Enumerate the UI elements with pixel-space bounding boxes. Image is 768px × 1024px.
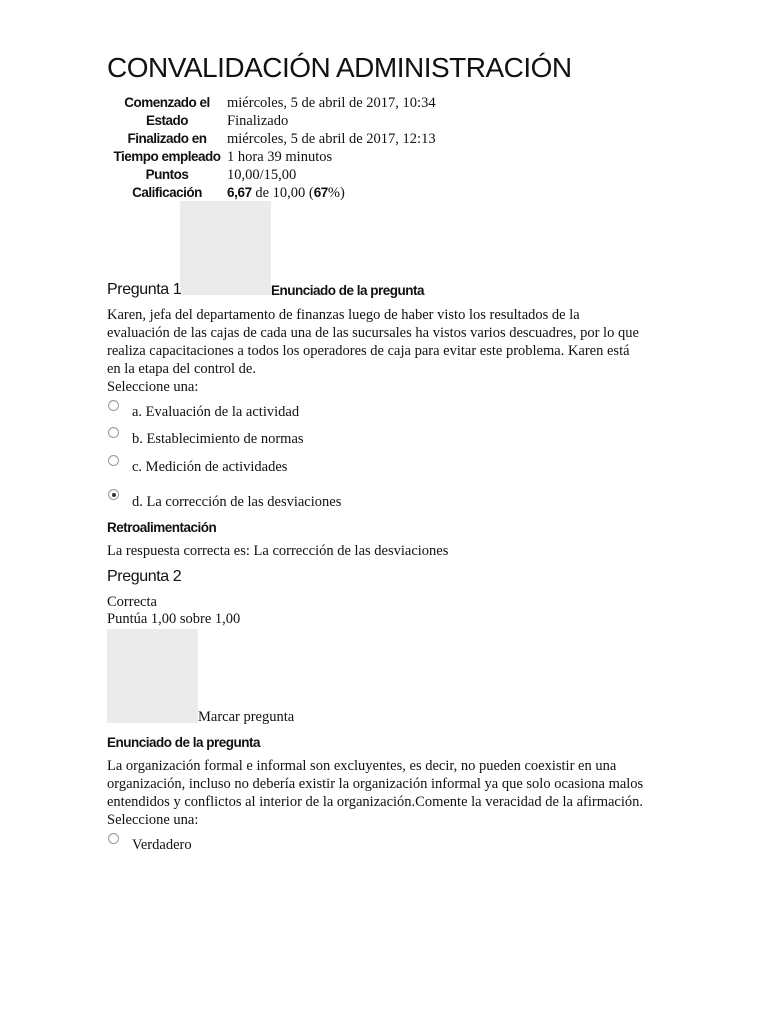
grade-end: %) xyxy=(327,185,345,201)
question-1-statement-label: Enunciado de la pregunta xyxy=(271,283,425,298)
grade-score: 6,67 xyxy=(227,185,252,200)
question-2-select-label: Seleccione una: xyxy=(107,812,199,828)
summary-value: 1 hora 39 minutos xyxy=(227,149,333,165)
question-2-option-true-label[interactable]: Verdadero xyxy=(132,837,192,853)
question-1-option-d-label[interactable]: d. La corrección de las desviaciones xyxy=(132,494,342,510)
question-2-heading: Pregunta 2 xyxy=(107,568,182,585)
grade-mid: de 10,00 ( xyxy=(251,185,314,201)
summary-value: miércoles, 5 de abril de 2017, 12:13 xyxy=(227,131,436,147)
summary-label: Calificación xyxy=(132,185,202,200)
summary-value: miércoles, 5 de abril de 2017, 10:34 xyxy=(227,95,436,111)
question-2-text xyxy=(107,757,643,829)
summary-value: Finalizado xyxy=(227,113,289,129)
question-2-text-line: organización, incluso no debería existir la organización informal ya que solo ocasiona malos xyxy=(107,776,644,792)
summary-label: Tiempo empleado xyxy=(113,149,221,164)
question-1-option-b-radio[interactable] xyxy=(108,427,119,438)
summary-value xyxy=(227,184,345,202)
question-1-text-line: en la etapa del control de. xyxy=(107,361,256,377)
question-1-option-b-label[interactable]: b. Establecimiento de normas xyxy=(132,431,304,447)
question-2-text-line: entendidos y conflictos al interior de la organización.Comente la veracidad de la afirmación. xyxy=(107,794,644,810)
question-1-option-c-label[interactable]: c. Medición de actividades xyxy=(132,459,288,475)
question-2-score: Puntúa 1,00 sobre 1,00 xyxy=(107,611,241,627)
question-1-feedback-text: La respuesta correcta es: La corrección de las desviaciones xyxy=(107,543,449,559)
question-1-select-label: Seleccione una: xyxy=(107,379,199,395)
question-2-statement-label: Enunciado de la pregunta xyxy=(107,735,261,750)
question-1-option-c-radio[interactable] xyxy=(108,455,119,466)
question-2-flag-image[interactable] xyxy=(107,629,198,723)
question-2-flag-link[interactable]: Marcar pregunta xyxy=(198,709,295,725)
question-1-text-line: evaluación de las cajas de cada una de las sucursales ha vistos varios descuadres, por lo que xyxy=(107,325,639,341)
summary-label: Estado xyxy=(145,113,188,128)
summary-label: Puntos xyxy=(145,167,189,182)
question-1-text-line: Karen, jefa del departamento de finanzas luego de haber visto los resultados de la xyxy=(107,307,580,323)
question-2-status: Correcta xyxy=(107,594,157,610)
question-1-feedback-label: Retroalimentación xyxy=(107,520,217,535)
question-2-option-true-radio[interactable] xyxy=(108,833,119,844)
summary-label: Finalizado en xyxy=(127,131,207,146)
summary-value: 10,00/15,00 xyxy=(227,167,297,183)
question-1-info-image xyxy=(180,201,271,295)
question-1-option-a-radio[interactable] xyxy=(108,400,119,411)
grade-percent: 67 xyxy=(313,185,328,200)
question-1-heading: Pregunta 1 xyxy=(107,281,182,298)
summary-label: Comenzado el xyxy=(124,95,210,110)
question-1-text-line: realiza capacitaciones a todos los operadores de caja para evitar este problema. Karen está xyxy=(107,343,630,359)
page-title: CONVALIDACIÓN ADMINISTRACIÓN xyxy=(107,52,572,83)
question-1-option-a-label[interactable]: a. Evaluación de la actividad xyxy=(132,404,300,420)
question-1-text xyxy=(107,306,639,396)
question-1-option-d-radio-selected[interactable] xyxy=(108,489,119,500)
question-2-text-line: La organización formal e informal son excluyentes, es decir, no pueden coexistir en una xyxy=(107,758,617,774)
